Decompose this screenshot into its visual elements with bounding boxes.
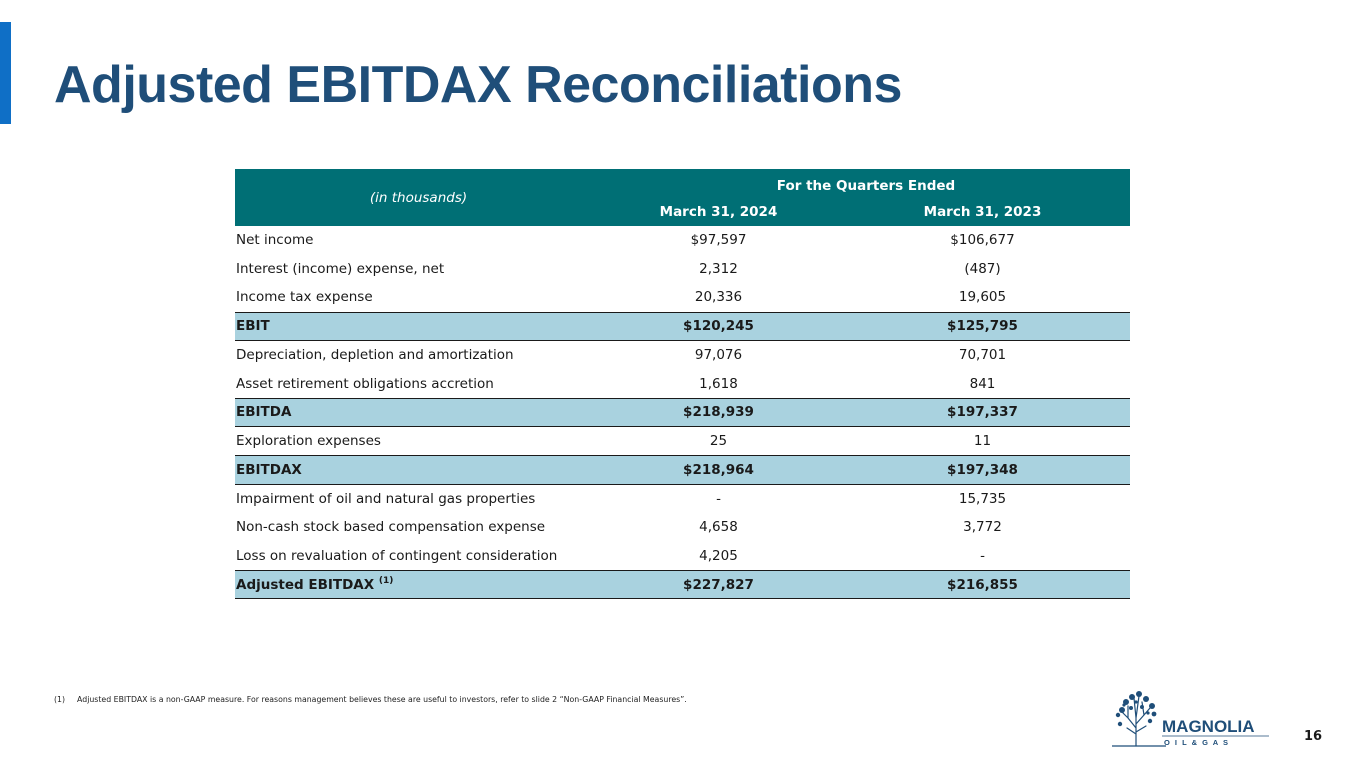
row-value-2024: 20,336 <box>694 289 743 306</box>
row-value-2023: 3,772 <box>963 519 1002 536</box>
row-value-2023: $125,795 <box>835 312 1130 341</box>
row-value-2024: 1,618 <box>699 375 738 392</box>
page-number: 16 <box>1304 729 1323 744</box>
row-label: Depreciation, depletion and amortization <box>236 347 514 364</box>
row-value-2024: 25 <box>709 433 728 450</box>
page-title: Adjusted EBITDAX Reconciliations <box>54 56 902 114</box>
footnote-text: Adjusted EBITDAX is a non-GAAP measure. For reasons management believes these are useful to investors, refer to slide 2 “Non-GAAP Financial Measures”. <box>77 695 687 704</box>
group-header: For the Quarters Ended <box>776 178 956 194</box>
row-value-2023: 15,735 <box>958 490 1007 507</box>
column-header-2023: March 31, 2023 <box>923 204 1042 220</box>
row-label: Net income <box>236 232 314 249</box>
table-row-ebitdax-total <box>235 456 1130 485</box>
row-label: Non-cash stock based compensation expense <box>236 519 546 536</box>
row-label <box>235 570 602 599</box>
table-row-adjusted-ebitdax-total <box>235 570 1130 599</box>
row-value-2023: 19,605 <box>958 289 1007 306</box>
table-row-income-tax <box>235 283 1130 312</box>
row-value-2024: 4,205 <box>699 547 738 564</box>
row-label: EBIT <box>235 312 602 341</box>
row-value-2023: - <box>980 547 985 564</box>
logo-tagline: O I L & G A S <box>1164 738 1230 747</box>
row-value-2024: $218,964 <box>602 456 835 485</box>
row-label: Exploration expenses <box>236 433 381 450</box>
footnote-marker: (1) <box>54 695 66 704</box>
row-label: Interest (income) expense, net <box>236 261 445 278</box>
row-value-2024: $97,597 <box>690 232 747 249</box>
row-value-2023: (487) <box>964 261 1001 278</box>
row-label: Asset retirement obligations accretion <box>236 375 494 392</box>
row-value-2024: - <box>716 490 721 507</box>
table-row-ebitda-total <box>235 398 1130 427</box>
magnolia-tree-logo <box>1106 688 1272 748</box>
row-label: Impairment of oil and natural gas properties <box>236 490 536 507</box>
table-row-aro-accretion <box>235 369 1130 398</box>
row-value-2024: 4,658 <box>699 519 738 536</box>
row-value-2024: 97,076 <box>694 347 743 364</box>
footnote-reference: (1) <box>378 576 394 587</box>
table-row-impairment <box>235 484 1130 513</box>
row-value-2024: $120,245 <box>602 312 835 341</box>
row-value-2023: $216,855 <box>835 570 1130 599</box>
row-label: Loss on revaluation of contingent consideration <box>236 547 558 564</box>
table-row-interest <box>235 255 1130 284</box>
table-row-stock-comp <box>235 513 1130 542</box>
row-value-2023: $197,348 <box>835 456 1130 485</box>
table-row-dd-and-a <box>235 341 1130 370</box>
accent-bar <box>0 22 11 124</box>
table-row-ebit-total <box>235 312 1130 341</box>
row-value-2024: 2,312 <box>699 261 738 278</box>
row-value-2023: 70,701 <box>958 347 1007 364</box>
row-value-2023: 11 <box>973 433 992 450</box>
unit-label: (in thousands) <box>369 189 468 206</box>
row-value-2023: $197,337 <box>835 398 1130 427</box>
logo-wordmark: MAGNOLIA <box>1162 717 1255 736</box>
table-row-net-income <box>235 226 1130 255</box>
footnote <box>54 695 687 704</box>
column-header-2024: March 31, 2024 <box>659 204 778 220</box>
row-label-text: Adjusted EBITDAX <box>236 577 375 594</box>
row-label: EBITDA <box>235 398 602 427</box>
table-row-exploration <box>235 427 1130 456</box>
row-value-2024: $227,827 <box>602 570 835 599</box>
row-label: Income tax expense <box>236 289 373 306</box>
table-row-contingent-consideration <box>235 542 1130 571</box>
row-value-2023: $106,677 <box>950 232 1015 249</box>
row-value-2023: 841 <box>969 375 996 392</box>
row-value-2024: $218,939 <box>602 398 835 427</box>
row-label: EBITDAX <box>235 456 602 485</box>
ebitdax-reconciliation-table <box>235 169 1130 599</box>
